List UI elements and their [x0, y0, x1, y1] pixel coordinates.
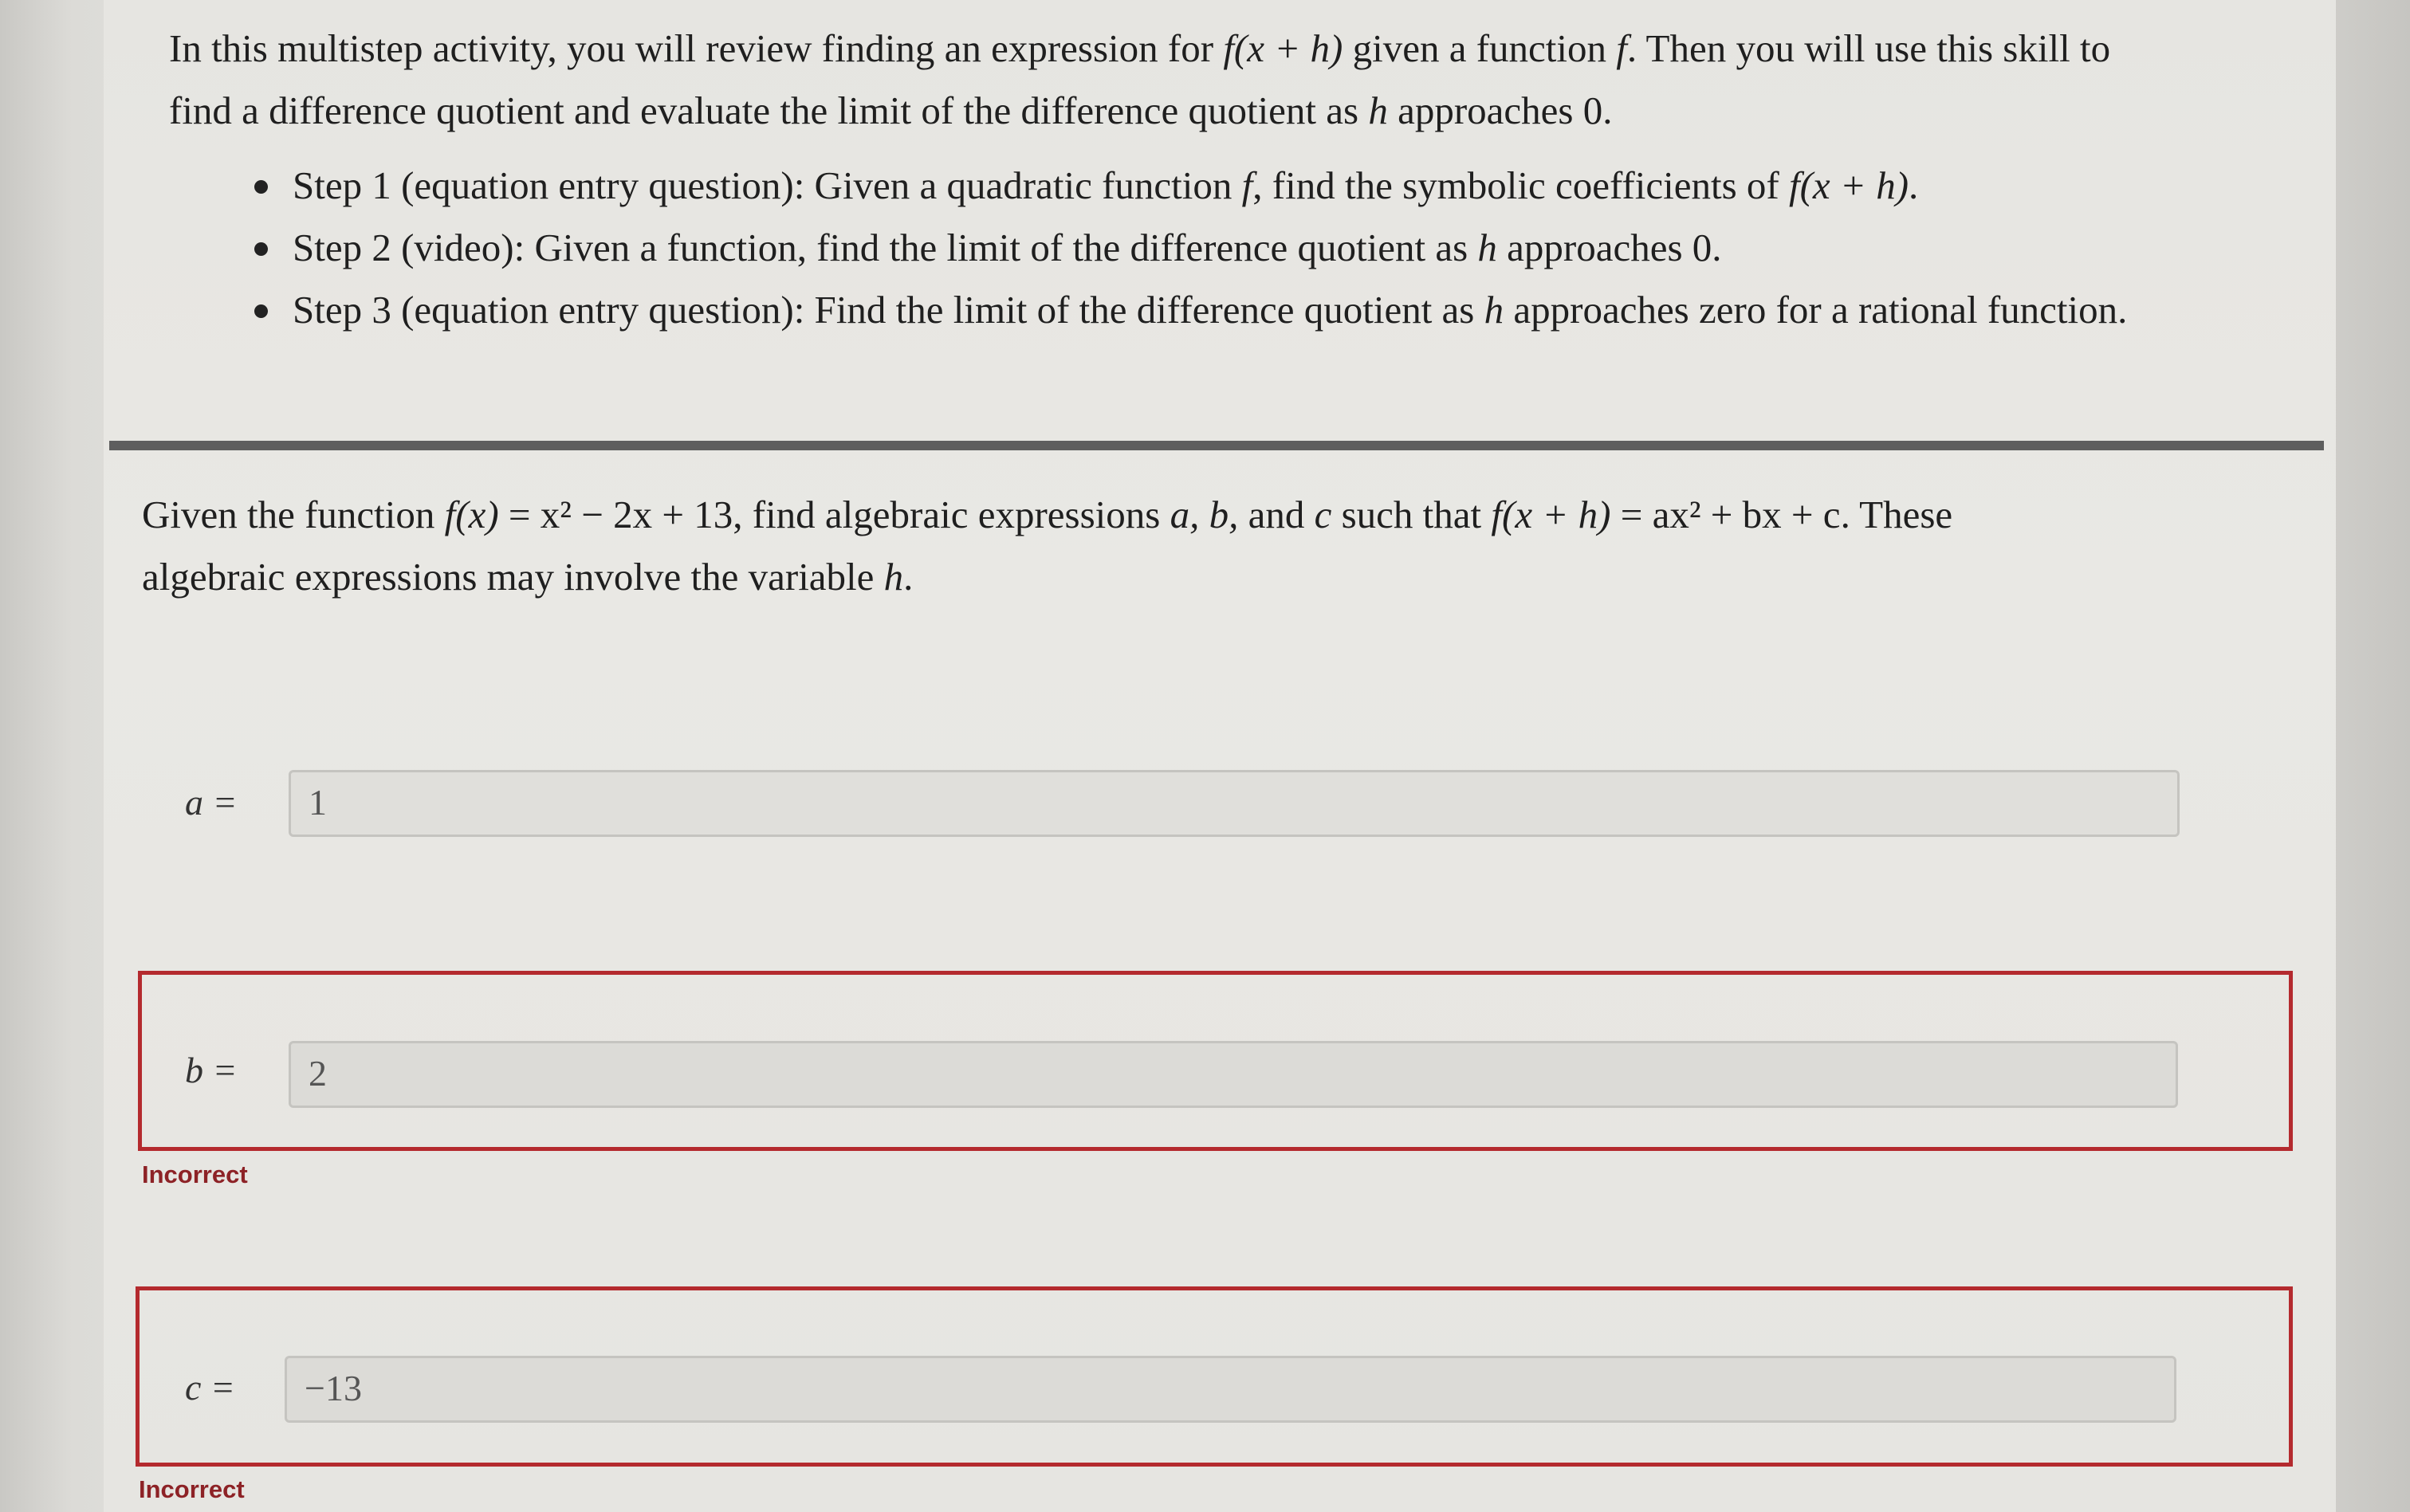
step-3-item: Step 3 (equation entry question): Find the limit of the difference quotient as h approaches zero for a rational function. [261, 279, 2274, 341]
answer-a-label: a = [185, 782, 238, 823]
answer-b-incorrect-message: Incorrect [142, 1161, 248, 1188]
step-1-item: Step 1 (equation entry question): Given a quadratic function f, find the symbolic coefficients of f(x + h). [261, 155, 2274, 217]
answer-b-label: b = [185, 1050, 238, 1090]
intro-text [169, 18, 2274, 341]
answer-b-input[interactable]: 2 [289, 1041, 2178, 1108]
intro-paragraph: In this multistep activity, you will review finding an expression for f(x + h) given a function f. Then you will use this skill to find a difference quotient and evaluate the limit of the difference quotient as h approaches 0. [169, 26, 2111, 132]
answer-a-input[interactable]: 1 [289, 770, 2180, 837]
step-2-item: Step 2 (video): Given a function, find the limit of the difference quotient as h approaches 0. [261, 217, 2274, 279]
answer-c-incorrect-message: Incorrect [139, 1475, 245, 1503]
question-paragraph: Given the function f(x) = x² − 2x + 13, find algebraic expressions a, b, and c such that f(x + h) = ax² + bx + c. These algebraic expressions may involve the variable h. [142, 493, 1953, 599]
section-divider [109, 441, 2324, 450]
question-text [142, 484, 2247, 608]
answer-c-input[interactable]: −13 [285, 1356, 2176, 1423]
steps-list [169, 155, 2274, 341]
answer-c-label: c = [185, 1367, 235, 1408]
